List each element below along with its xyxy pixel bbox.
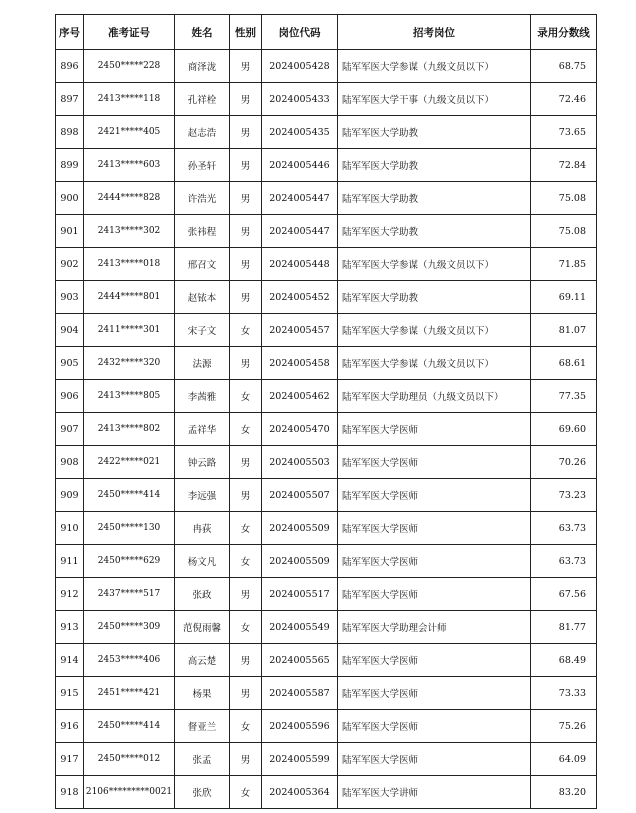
cell-score: 75.08 <box>531 215 597 248</box>
table-row <box>56 446 597 479</box>
cell-index: 910 <box>56 512 84 545</box>
cell-exam-id: 2450*****228 <box>84 50 175 83</box>
cell-index: 905 <box>56 347 84 380</box>
cell-score: 73.33 <box>531 677 597 710</box>
cell-position-code: 2024005509 <box>262 512 338 545</box>
table-row <box>56 281 597 314</box>
cell-index: 911 <box>56 545 84 578</box>
cell-name: 冉荻 <box>175 512 230 545</box>
cell-score: 71.85 <box>531 248 597 281</box>
cell-gender: 男 <box>230 578 262 611</box>
cell-position: 陆军军医大学助理员（九级文员以下） <box>338 380 531 413</box>
table-row <box>56 743 597 776</box>
cell-gender: 女 <box>230 545 262 578</box>
cell-position-code: 2024005470 <box>262 413 338 446</box>
cell-gender: 男 <box>230 644 262 677</box>
cell-score: 83.20 <box>531 776 597 809</box>
cell-position: 陆军军医大学干事（九级文员以下） <box>338 83 531 116</box>
cell-gender: 男 <box>230 677 262 710</box>
cell-position-code: 2024005457 <box>262 314 338 347</box>
cell-exam-id: 2413*****603 <box>84 149 175 182</box>
cell-position: 陆军军医大学医师 <box>338 644 531 677</box>
col-header-position: 招考岗位 <box>338 15 531 50</box>
cell-position-code: 2024005452 <box>262 281 338 314</box>
cell-position: 陆军军医大学参谋（九级文员以下） <box>338 347 531 380</box>
cell-gender: 女 <box>230 776 262 809</box>
cell-name: 张祎程 <box>175 215 230 248</box>
cell-position: 陆军军医大学医师 <box>338 479 531 512</box>
cell-name: 范倪雨馨 <box>175 611 230 644</box>
cell-name: 宋子文 <box>175 314 230 347</box>
cell-name: 孟祥华 <box>175 413 230 446</box>
cell-gender: 男 <box>230 116 262 149</box>
cell-position-code: 2024005462 <box>262 380 338 413</box>
cell-position: 陆军军医大学医师 <box>338 677 531 710</box>
table-row <box>56 116 597 149</box>
cell-position-code: 2024005503 <box>262 446 338 479</box>
cell-score: 81.07 <box>531 314 597 347</box>
cell-name: 法源 <box>175 347 230 380</box>
cell-name: 杨文凡 <box>175 545 230 578</box>
table-row <box>56 644 597 677</box>
cell-position: 陆军军医大学参谋（九级文员以下） <box>338 314 531 347</box>
cell-index: 904 <box>56 314 84 347</box>
header-row <box>56 15 597 50</box>
cell-name: 督亚兰 <box>175 710 230 743</box>
cell-name: 商泽泷 <box>175 50 230 83</box>
table-body <box>56 50 597 809</box>
col-header-score: 录用分数线 <box>531 15 597 50</box>
cell-gender: 女 <box>230 611 262 644</box>
table-row <box>56 347 597 380</box>
cell-exam-id: 2450*****629 <box>84 545 175 578</box>
cell-gender: 男 <box>230 347 262 380</box>
cell-position: 陆军军医大学医师 <box>338 710 531 743</box>
cell-score: 73.65 <box>531 116 597 149</box>
cell-position-code: 2024005446 <box>262 149 338 182</box>
cell-gender: 女 <box>230 413 262 446</box>
table-row <box>56 578 597 611</box>
table-row <box>56 50 597 83</box>
cell-exam-id: 2453*****406 <box>84 644 175 677</box>
cell-position: 陆军军医大学参谋（九级文员以下） <box>338 50 531 83</box>
table-row <box>56 182 597 215</box>
table-row <box>56 611 597 644</box>
cell-position-code: 2024005565 <box>262 644 338 677</box>
col-header-position-code: 岗位代码 <box>262 15 338 50</box>
cell-name: 张孟 <box>175 743 230 776</box>
cell-position-code: 2024005599 <box>262 743 338 776</box>
cell-exam-id: 2450*****414 <box>84 479 175 512</box>
cell-index: 918 <box>56 776 84 809</box>
cell-index: 909 <box>56 479 84 512</box>
cell-exam-id: 2413*****802 <box>84 413 175 446</box>
cell-position-code: 2024005517 <box>262 578 338 611</box>
cell-score: 68.61 <box>531 347 597 380</box>
cell-score: 70.26 <box>531 446 597 479</box>
table-row <box>56 710 597 743</box>
cell-gender: 男 <box>230 215 262 248</box>
cell-position-code: 2024005587 <box>262 677 338 710</box>
cell-index: 908 <box>56 446 84 479</box>
cell-gender: 男 <box>230 743 262 776</box>
cell-score: 69.11 <box>531 281 597 314</box>
cell-position: 陆军军医大学医师 <box>338 578 531 611</box>
cell-position-code: 2024005447 <box>262 215 338 248</box>
col-header-exam-id: 准考证号 <box>84 15 175 50</box>
cell-exam-id: 2444*****828 <box>84 182 175 215</box>
cell-exam-id: 2422*****021 <box>84 446 175 479</box>
cell-score: 81.77 <box>531 611 597 644</box>
table-row <box>56 512 597 545</box>
cell-position-code: 2024005458 <box>262 347 338 380</box>
cell-index: 898 <box>56 116 84 149</box>
table-row <box>56 545 597 578</box>
cell-name: 赵铱本 <box>175 281 230 314</box>
col-header-name: 姓名 <box>175 15 230 50</box>
cell-score: 69.60 <box>531 413 597 446</box>
cell-score: 68.49 <box>531 644 597 677</box>
cell-score: 73.23 <box>531 479 597 512</box>
cell-index: 907 <box>56 413 84 446</box>
cell-index: 915 <box>56 677 84 710</box>
cell-exam-id: 2450*****309 <box>84 611 175 644</box>
cell-gender: 女 <box>230 380 262 413</box>
table-row <box>56 776 597 809</box>
cell-exam-id: 2413*****302 <box>84 215 175 248</box>
cell-index: 902 <box>56 248 84 281</box>
cell-position: 陆军军医大学助理会计师 <box>338 611 531 644</box>
cell-index: 906 <box>56 380 84 413</box>
cell-score: 77.35 <box>531 380 597 413</box>
cell-position: 陆军军医大学医师 <box>338 512 531 545</box>
cell-score: 75.26 <box>531 710 597 743</box>
cell-name: 孔祥栓 <box>175 83 230 116</box>
cell-name: 张政 <box>175 578 230 611</box>
cell-score: 63.73 <box>531 545 597 578</box>
cell-index: 903 <box>56 281 84 314</box>
cell-name: 高云楚 <box>175 644 230 677</box>
cell-position: 陆军军医大学医师 <box>338 545 531 578</box>
cell-name: 许浩光 <box>175 182 230 215</box>
cell-score: 75.08 <box>531 182 597 215</box>
cell-gender: 女 <box>230 314 262 347</box>
cell-gender: 女 <box>230 512 262 545</box>
cell-exam-id: 2450*****414 <box>84 710 175 743</box>
cell-position: 陆军军医大学助教 <box>338 182 531 215</box>
cell-gender: 男 <box>230 50 262 83</box>
cell-position: 陆军军医大学医师 <box>338 446 531 479</box>
cell-position: 陆军军医大学医师 <box>338 413 531 446</box>
cell-score: 72.84 <box>531 149 597 182</box>
table-row <box>56 413 597 446</box>
cell-index: 914 <box>56 644 84 677</box>
results-table <box>55 14 597 809</box>
cell-position-code: 2024005447 <box>262 182 338 215</box>
cell-index: 901 <box>56 215 84 248</box>
cell-position-code: 2024005433 <box>262 83 338 116</box>
cell-position: 陆军军医大学医师 <box>338 743 531 776</box>
col-header-index: 序号 <box>56 15 84 50</box>
cell-exam-id: 2432*****320 <box>84 347 175 380</box>
cell-position: 陆军军医大学助教 <box>338 116 531 149</box>
cell-gender: 男 <box>230 281 262 314</box>
cell-name: 赵志浩 <box>175 116 230 149</box>
cell-position-code: 2024005448 <box>262 248 338 281</box>
table-row <box>56 479 597 512</box>
cell-score: 72.46 <box>531 83 597 116</box>
cell-gender: 男 <box>230 446 262 479</box>
cell-name: 钟云路 <box>175 446 230 479</box>
cell-exam-id: 2451*****421 <box>84 677 175 710</box>
cell-position: 陆军军医大学助教 <box>338 281 531 314</box>
cell-position: 陆军军医大学助教 <box>338 149 531 182</box>
table-row <box>56 215 597 248</box>
table-row <box>56 314 597 347</box>
cell-index: 917 <box>56 743 84 776</box>
cell-position-code: 2024005507 <box>262 479 338 512</box>
cell-position-code: 2024005435 <box>262 116 338 149</box>
cell-gender: 男 <box>230 182 262 215</box>
cell-index: 899 <box>56 149 84 182</box>
cell-exam-id: 2413*****018 <box>84 248 175 281</box>
cell-position-code: 2024005364 <box>262 776 338 809</box>
cell-index: 897 <box>56 83 84 116</box>
cell-score: 64.09 <box>531 743 597 776</box>
cell-index: 916 <box>56 710 84 743</box>
cell-name: 孙圣轩 <box>175 149 230 182</box>
cell-name: 李远强 <box>175 479 230 512</box>
cell-position: 陆军军医大学参谋（九级文员以下） <box>338 248 531 281</box>
cell-index: 900 <box>56 182 84 215</box>
table-row <box>56 677 597 710</box>
cell-gender: 男 <box>230 149 262 182</box>
cell-position: 陆军军医大学讲师 <box>338 776 531 809</box>
cell-gender: 男 <box>230 248 262 281</box>
cell-position-code: 2024005549 <box>262 611 338 644</box>
cell-index: 896 <box>56 50 84 83</box>
cell-exam-id: 2450*****012 <box>84 743 175 776</box>
cell-score: 68.75 <box>531 50 597 83</box>
cell-position-code: 2024005509 <box>262 545 338 578</box>
cell-gender: 女 <box>230 710 262 743</box>
cell-exam-id: 2413*****118 <box>84 83 175 116</box>
cell-index: 913 <box>56 611 84 644</box>
cell-name: 李茜雅 <box>175 380 230 413</box>
col-header-gender: 性别 <box>230 15 262 50</box>
cell-exam-id: 2421*****405 <box>84 116 175 149</box>
cell-position: 陆军军医大学助教 <box>338 215 531 248</box>
cell-exam-id: 2450*****130 <box>84 512 175 545</box>
cell-name: 杨果 <box>175 677 230 710</box>
cell-exam-id: 2411*****301 <box>84 314 175 347</box>
cell-position-code: 2024005428 <box>262 50 338 83</box>
cell-score: 67.56 <box>531 578 597 611</box>
table-row <box>56 380 597 413</box>
cell-score: 63.73 <box>531 512 597 545</box>
cell-gender: 男 <box>230 83 262 116</box>
cell-index: 912 <box>56 578 84 611</box>
cell-exam-id: 2437*****517 <box>84 578 175 611</box>
cell-name: 邢召文 <box>175 248 230 281</box>
cell-exam-id: 2106*********0021 <box>84 776 175 809</box>
table-row <box>56 248 597 281</box>
table-row <box>56 149 597 182</box>
cell-exam-id: 2413*****805 <box>84 380 175 413</box>
cell-position-code: 2024005596 <box>262 710 338 743</box>
cell-exam-id: 2444*****801 <box>84 281 175 314</box>
table-row <box>56 83 597 116</box>
cell-gender: 男 <box>230 479 262 512</box>
cell-name: 张欣 <box>175 776 230 809</box>
